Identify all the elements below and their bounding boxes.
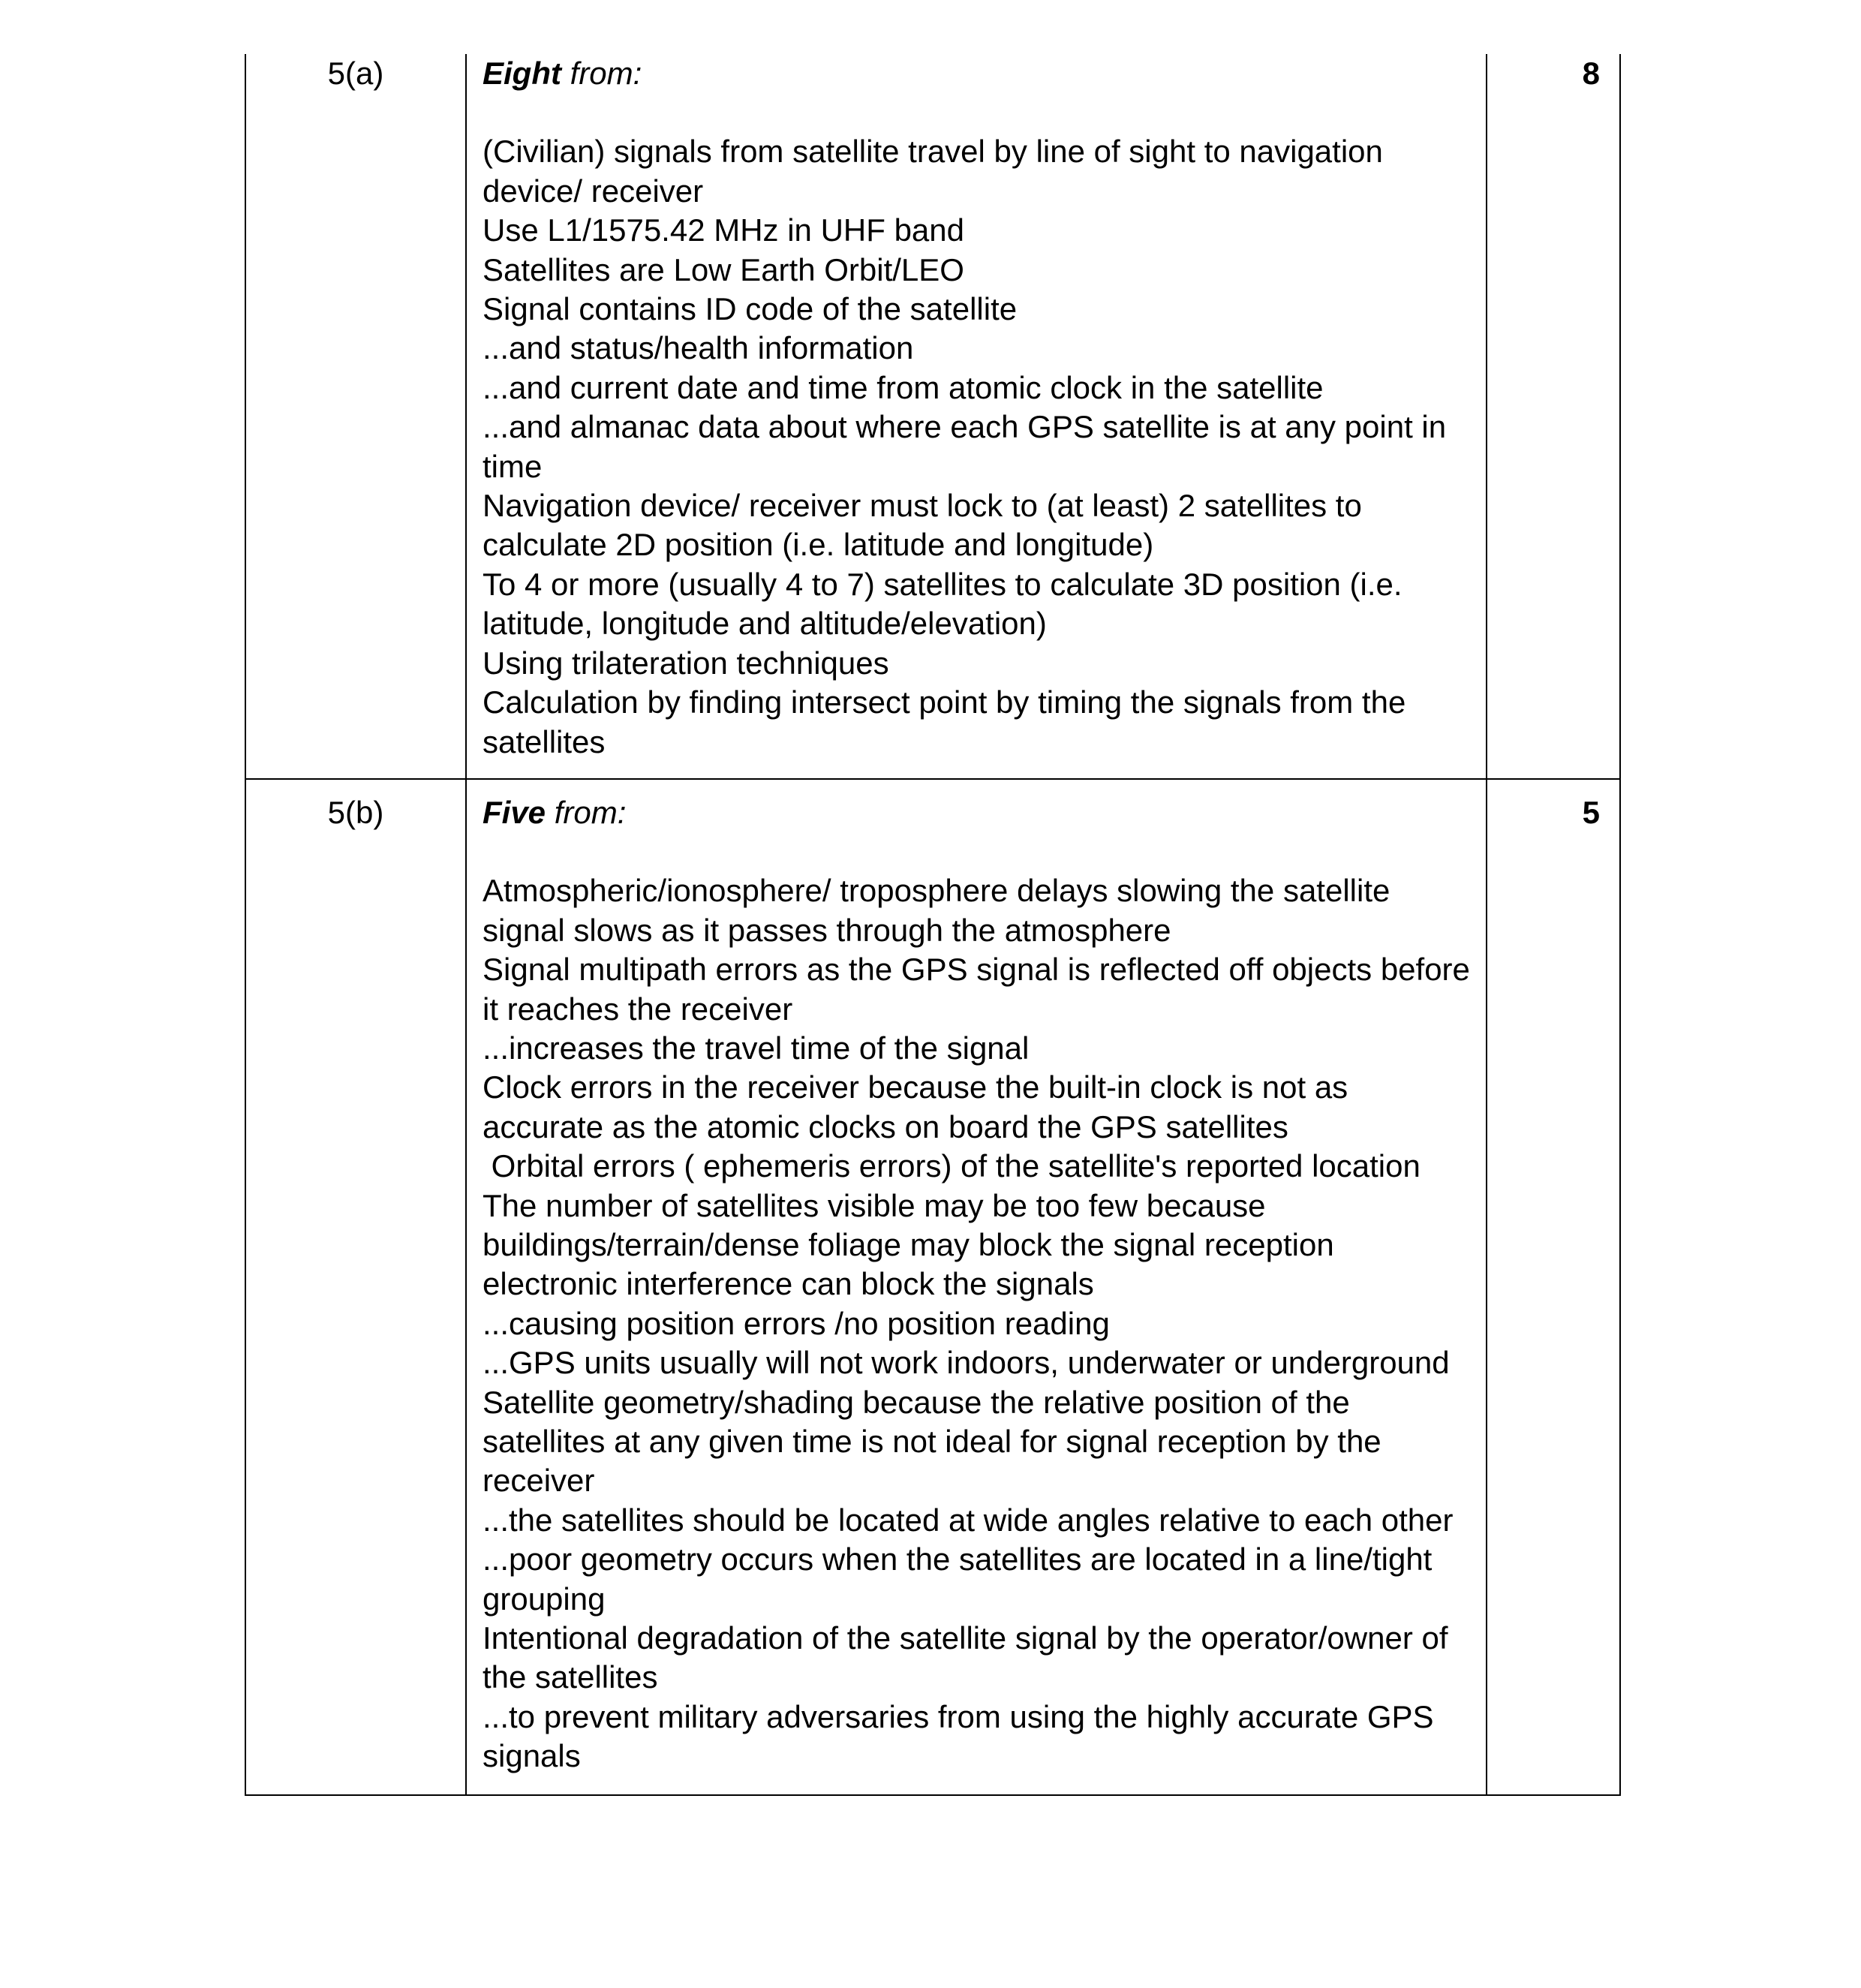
table-row-5b bbox=[245, 779, 1620, 1795]
answer-line: Calculation by finding intersect point by timing the signals from the satellites bbox=[483, 684, 1415, 759]
answer-line: Satellites are Low Earth Orbit/LEO bbox=[483, 251, 964, 287]
answer-line: ...causing position errors /no position reading bbox=[483, 1305, 1110, 1341]
answer-cell bbox=[466, 54, 1487, 779]
answer-heading bbox=[483, 793, 1471, 832]
answer-line: ...poor geometry occurs when the satellites are located in a line/tight grouping bbox=[483, 1541, 1442, 1617]
answer-line: Atmospheric/ionosphere/ troposphere delays slowing the satellite signal slows as it passes through the atmosphere bbox=[483, 873, 1400, 948]
answer-heading bbox=[483, 54, 1471, 93]
table-row-5a bbox=[245, 54, 1620, 779]
answer-line: ...increases the travel time of the signal bbox=[483, 1030, 1030, 1066]
answer-line: electronic interference can block the signals bbox=[483, 1266, 1094, 1302]
answer-line: Signal multipath errors as the GPS signal is reflected off objects before it reaches the receiver bbox=[483, 952, 1479, 1027]
heading-rest: from: bbox=[546, 794, 627, 830]
answer-line: To 4 or more (usually 4 to 7) satellites to calculate 3D position (i.e. latitude, longitude and altitude/elevation) bbox=[483, 566, 1412, 642]
marks-value: 8 bbox=[1487, 54, 1620, 779]
heading-count: Eight bbox=[483, 56, 561, 91]
answer-line: ...and current date and time from atomic clock in the satellite bbox=[483, 369, 1324, 405]
answer-line: ...and status/health information bbox=[483, 330, 914, 366]
heading-rest: from: bbox=[561, 56, 642, 91]
answer-line: ...to prevent military adversaries from using the highly accurate GPS signals bbox=[483, 1698, 1443, 1774]
answer-line: Clock errors in the receiver because the built-in clock is not as accurate as the atomic clocks on board the GPS satellites bbox=[483, 1069, 1357, 1144]
answer-line: ...GPS units usually will not work indoors, underwater or underground bbox=[483, 1345, 1450, 1381]
mark-scheme-table bbox=[245, 54, 1621, 1796]
answer-line: ...the satellites should be located at wide angles relative to each other bbox=[483, 1502, 1454, 1538]
question-number: 5(b) bbox=[245, 779, 466, 1795]
answer-cell bbox=[466, 779, 1487, 1795]
answer-line: Use L1/1575.42 MHz in UHF band bbox=[483, 212, 964, 248]
answer-line: Satellite geometry/shading because the relative position of the satellites at any given time is not ideal for signal reception by the receiver bbox=[483, 1384, 1390, 1499]
answer-line: Intentional degradation of the satellite signal by the operator/owner of the satellites bbox=[483, 1620, 1457, 1695]
answer-line: Navigation device/ receiver must lock to (at least) 2 satellites to calculate 2D position (i.e. latitude and longitude) bbox=[483, 488, 1371, 563]
question-number: 5(a) bbox=[245, 54, 466, 779]
answer-line: ...and almanac data about where each GPS satellite is at any point in time bbox=[483, 409, 1455, 484]
answer-line: Orbital errors ( ephemeris errors) of the satellite's reported location bbox=[483, 1148, 1421, 1184]
answer-line: (Civilian) signals from satellite travel by line of sight to navigation device/ receiver bbox=[483, 134, 1392, 209]
answer-line: Using trilateration techniques bbox=[483, 645, 889, 681]
answer-line: The number of satellites visible may be too few because buildings/terrain/dense foliage may block the signal reception bbox=[483, 1187, 1334, 1262]
heading-count: Five bbox=[483, 794, 546, 830]
answer-line: Signal contains ID code of the satellite bbox=[483, 291, 1018, 327]
marks-value: 5 bbox=[1487, 779, 1620, 1795]
